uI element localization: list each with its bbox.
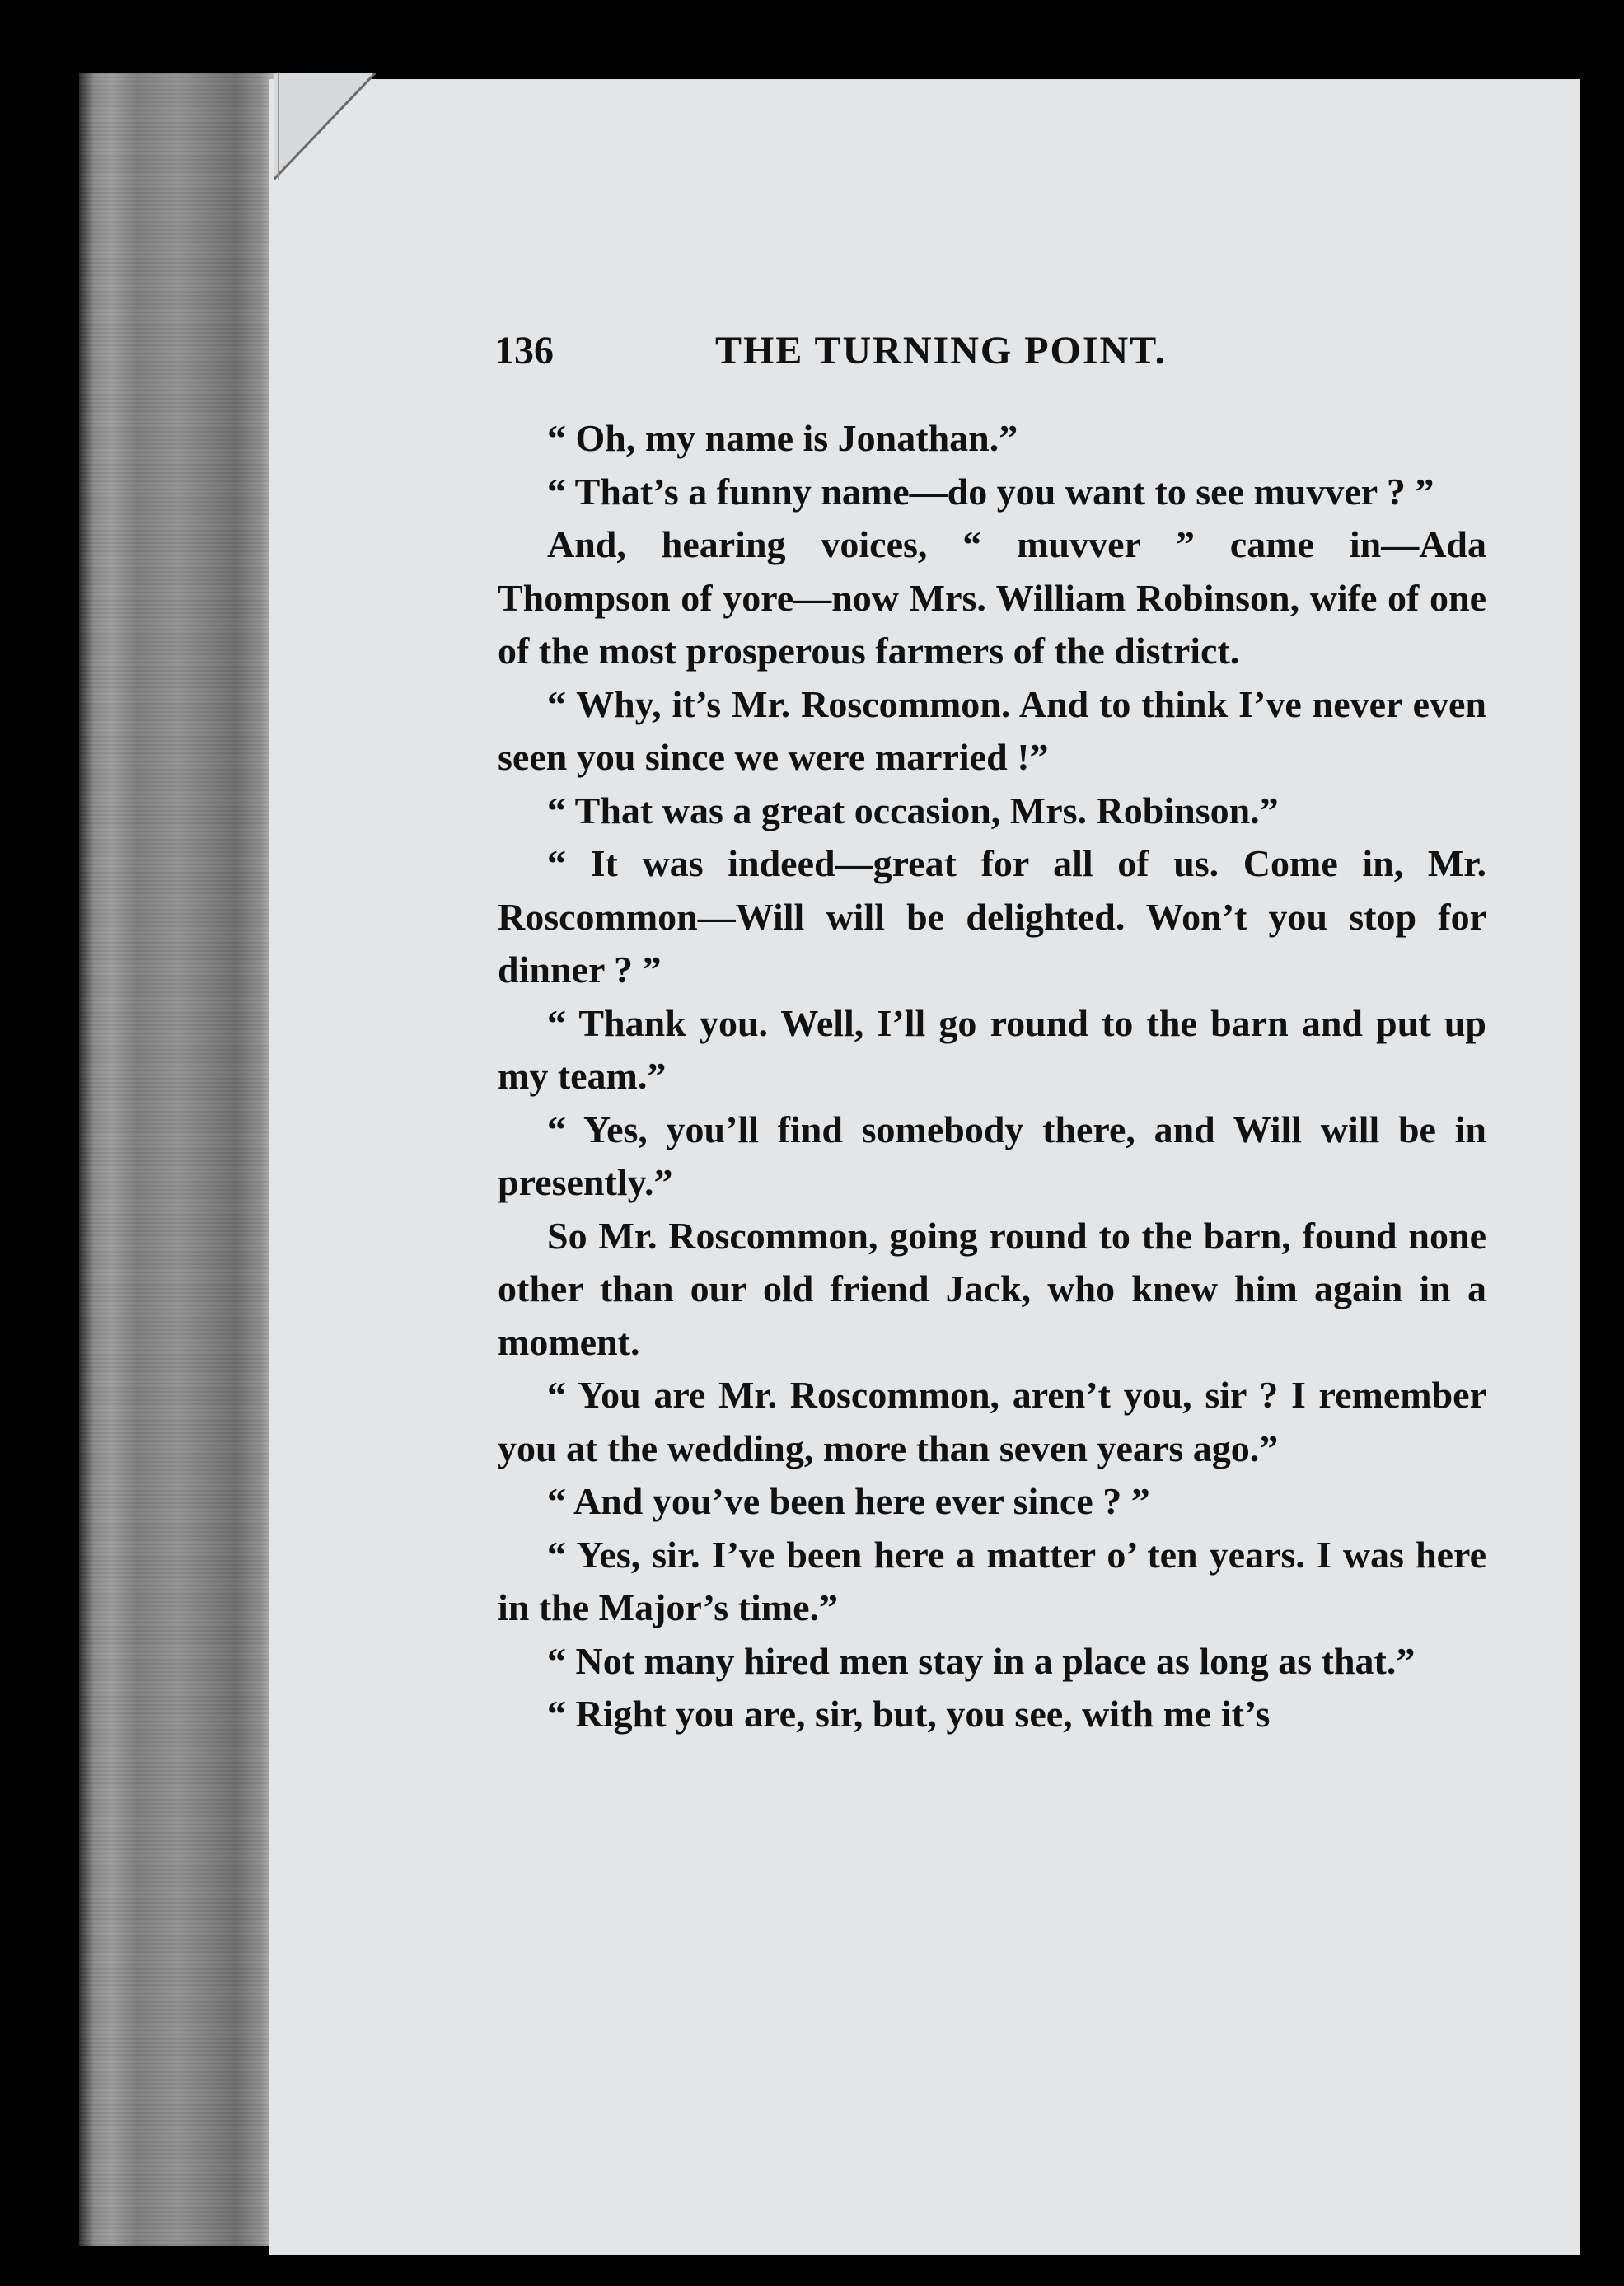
paragraph: “ That was a great occasion, Mrs. Robinson.” <box>547 789 1279 831</box>
paragraph: “ You are Mr. Roscommon, aren’t you, sir ? I remember you at the wedding, more than seven years ago.” <box>498 1374 1486 1469</box>
paragraph: “ Not many hired men stay in a place as long as that.” <box>547 1639 1416 1682</box>
paragraph: And, hearing voices, “ muvver ” came in—Ada Thompson of yore—now Mrs. William Robinson, wife of one of the most prosperous farmers of the district. <box>498 523 1486 672</box>
body-text <box>498 412 1486 1741</box>
paragraph: “ Thank you. Well, I’ll go round to the barn and put up my team.” <box>498 1001 1486 1097</box>
paragraph: “ Yes, sir. I’ve been here a matter o’ ten years. I was here in the Major’s time.” <box>498 1533 1486 1628</box>
paragraph: So Mr. Roscommon, going round to the barn, found none other than our old friend Jack, who knew him again in a moment. <box>498 1214 1486 1363</box>
running-head <box>494 328 1360 386</box>
paragraph: “ And you’ve been here ever since ? ” <box>547 1480 1150 1522</box>
page-number: 136 <box>494 329 554 372</box>
paragraph: “ Oh, my name is Jonathan.” <box>547 417 1018 459</box>
paragraph: “ Yes, you’ll find somebody there, and Will will be in presently.” <box>498 1108 1486 1203</box>
paragraph: “ Right you are, sir, but, you see, with me it’s <box>547 1693 1271 1735</box>
paragraph: “ It was indeed—great for all of us. Come in, Mr. Roscommon—Will will be delighted. Won’t you stop for dinner ? ” <box>498 842 1486 991</box>
running-head-title: THE TURNING POINT. <box>715 329 1167 372</box>
paragraph: “ That’s a funny name—do you want to see muvver ? ” <box>547 470 1434 513</box>
paragraph: “ Why, it’s Mr. Roscommon. And to think I’ve never even seen you since we were married !” <box>498 682 1486 778</box>
page-fold-corner <box>274 73 376 180</box>
book-spine <box>79 73 274 2246</box>
